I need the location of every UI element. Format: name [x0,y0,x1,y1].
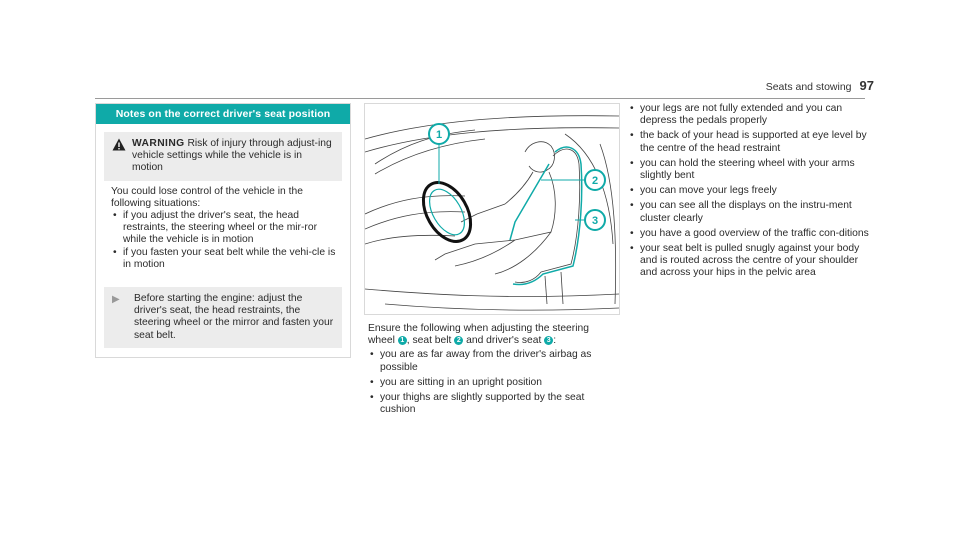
list-item: • your thighs are slightly supported by the seat cushion [368,392,618,416]
callout-ref-1: 1 [398,336,407,345]
callout-1-label: 1 [435,129,443,141]
callout-3-label: 3 [591,215,599,227]
list-item: • if you adjust the driver's seat, the head restraints, the steering wheel or the mir-ror while the vehicle is in motion [111,210,342,247]
callout-ref-2: 2 [454,336,463,345]
callout-3 [585,210,605,230]
list-item: • if you fasten your seat belt while the vehi-cle is in motion [111,247,342,271]
tip-block [104,287,342,348]
warning-label: WARNING [132,138,185,149]
warning-text [132,138,334,175]
list-item: • you can move your legs freely [628,185,878,197]
header-rule [95,98,865,99]
illustration-drawing [365,104,619,314]
driver-seat-illustration [364,103,620,315]
ensure-list [368,349,618,416]
list-item: • your seat belt is pulled snugly against your body and is routed across the centre of your shoulder and across your hips in the pelvic area [628,243,878,280]
right-column-list [628,103,878,283]
list-item: • you can see all the displays on the instru-ment cluster clearly [628,200,878,224]
list-item: • you are sitting in an upright position [368,377,618,389]
list-item: • your legs are not fully extended and you can depress the pedals properly [628,103,878,127]
situations-list [111,210,342,271]
warning-triangle-icon [112,138,128,175]
callout-1 [429,124,449,144]
list-item: • you are as far away from the driver's airbag as possible [368,349,618,373]
warning-intro: You could lose control of the vehicle in the following situations: [111,185,303,209]
warning-block [104,132,342,181]
notes-box [95,103,351,358]
play-arrow-icon: ▶ [112,294,120,306]
continued-list [628,103,878,280]
list-item: • you have a good overview of the traffic con-ditions [628,228,878,240]
ensure-intro: Ensure the following when adjusting the steering wheel 1 , seat belt 2 and driver's seat 3 : [368,323,589,347]
list-item: • you can hold the steering wheel with your arms slightly bent [628,158,878,182]
callout-2-label: 2 [591,175,599,187]
notes-box-title: Notes on the correct driver's seat position [96,104,350,124]
page-header [766,78,874,93]
callout-2 [585,170,605,190]
page-number: 97 [859,78,874,93]
warning-details [96,181,350,271]
section-title: Seats and stowing [765,81,852,93]
tip-text: Before starting the engine: adjust the driver's seat, the head restraints, the steering wheel or the mirror and fasten your seat belt. [134,293,334,341]
callout-ref-3: 3 [544,336,553,345]
list-item: • the back of your head is supported at eye level by the centre of the head restraint [628,130,878,154]
warning-message: Risk of injury through adjust-ing vehicle settings while the vehicle is in motion [132,138,332,174]
ensure-section [368,323,618,419]
